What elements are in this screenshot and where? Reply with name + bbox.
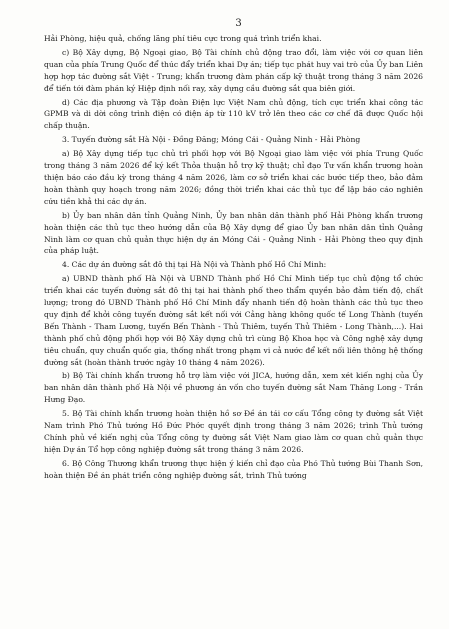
paragraph-2c: c) Bộ Xây dựng, Bộ Ngoại giao, Bộ Tài chính chủ động trao đổi, làm việc với cơ quan liên quan của phía Trung Quốc để thúc đẩy triển khai Dự án; tiếp tục phát huy vai trò của Ủy ban Liên hợp hợp tác đường sắt Việt - Trung; khẩn trương đàm phán cấp kỹ thuật trong tháng 3 năm 2026 để tiến tới đàm phán ký Hiệp định nối ray, xây dựng cầu đường sắt qua biên giới. — [44, 47, 423, 93]
paragraph-2d: d) Các địa phương và Tập đoàn Điện lực Việt Nam chủ động, tích cực triển khai công tác GPMB và di dời công trình điện có điện áp từ 110 kV trở lên theo các cơ chế đã được Quốc hội chấp thuận. — [44, 97, 423, 131]
paragraph-6: 6. Bộ Công Thương khẩn trương thực hiện ý kiến chỉ đạo của Phó Thủ tướng Bùi Thanh Sơn, hoàn thiện Đề án phát triển công nghiệp đường sắt, trình Thủ tướng — [44, 458, 423, 480]
paragraph-3b: b) Ủy ban nhân dân tỉnh Quảng Ninh, Ủy ban nhân dân thành phố Hải Phòng khẩn trương hoàn thiện các thủ tục theo hướng dẫn của Bộ Xây dựng để giao Ủy ban nhân dân tỉnh Quảng Ninh làm cơ quan chủ quản thực hiện dự án Móng Cái - Quảng Ninh - Hải Phòng theo quy định của pháp luật. — [44, 210, 423, 256]
paragraph-4a: a) UBND thành phố Hà Nội và UBND Thành phố Hồ Chí Minh tiếp tục chủ động tổ chức triển khai các tuyến đường sắt đô thị tại hai thành phố theo thẩm quyền bảo đảm tiến độ, chất lượng; trong đó UBND Thành phố Hồ Chí Minh đẩy nhanh tiến độ hoàn thành các thủ tục theo quy định để khởi công tuyến đường sắt kết nối với Cảng hàng không quốc tế Long Thành (tuyến Bến Thành - Tham Lương, tuyến Bến Thành - Thủ Thiêm, tuyến Thủ Thiêm - Long Thành,...). Hai thành phố chủ động phối hợp với Bộ Xây dựng chủ trì cùng Bộ Khoa học và Công nghệ xây dựng tiêu chuẩn, quy chuẩn quốc gia, thống nhất trong phạm vi cả nước để kết nối liên thông hệ thống đường sắt (hoàn thành trước ngày 10 tháng 4 năm 2026). — [44, 274, 423, 367]
page-number: 3 — [235, 18, 242, 29]
paragraph-3a: a) Bộ Xây dựng tiếp tục chủ trì phối hợp với Bộ Ngoại giao làm việc với phía Trung Quốc trong tháng 3 năm 2026 để ký kết Thỏa thuận hỗ trợ kỹ thuật; chỉ đạo Tư vấn khẩn trương hoàn thiện báo cáo đầu kỳ trong tháng 4 năm 2026, làm cơ sở triển khai các bước tiếp theo, bảo đảm hoàn thành quy hoạch trong năm 2026; đồng thời triển khai các thủ tục để lập báo cáo nghiên cứu tiền khả thi các dự án. — [44, 149, 423, 206]
paragraph-5: 5. Bộ Tài chính khẩn trương hoàn thiện hồ sơ Đề án tái cơ cấu Tổng công ty đường sắt Việt Nam trình Phó Thủ tướng Hồ Đức Phớc quyết định trong tháng 3 năm 2026; trình Thủ tướng Chính phủ về kiến nghị của Tổng công ty đường sắt Việt Nam giao làm cơ quan chủ quản thực hiện Dự án Tổ hợp công nghiệp đường sắt trong tháng 3 năm 2026. — [44, 409, 423, 454]
paragraph-4b: b) Bộ Tài chính khẩn trương hỗ trợ làm việc với JICA, hướng dẫn, xem xét kiến nghị của Ủy ban nhân dân thành phố Hà Nội về phương án vốn cho tuyến đường sắt Nam Thăng Long - Trần Hưng Đạo. — [44, 371, 423, 405]
section-4-heading: 4. Các dự án đường sắt đô thị tại Hà Nội và Thành phố Hồ Chí Minh: — [62, 260, 327, 270]
paragraph-continuation: Hải Phòng, hiệu quả, chống lãng phí tiêu cực trong quá trình triển khai. — [44, 34, 322, 43]
section-3-heading: 3. Tuyến đường sắt Hà Nội - Đồng Đăng; Móng Cái - Quảng Ninh - Hải Phòng — [62, 135, 361, 145]
